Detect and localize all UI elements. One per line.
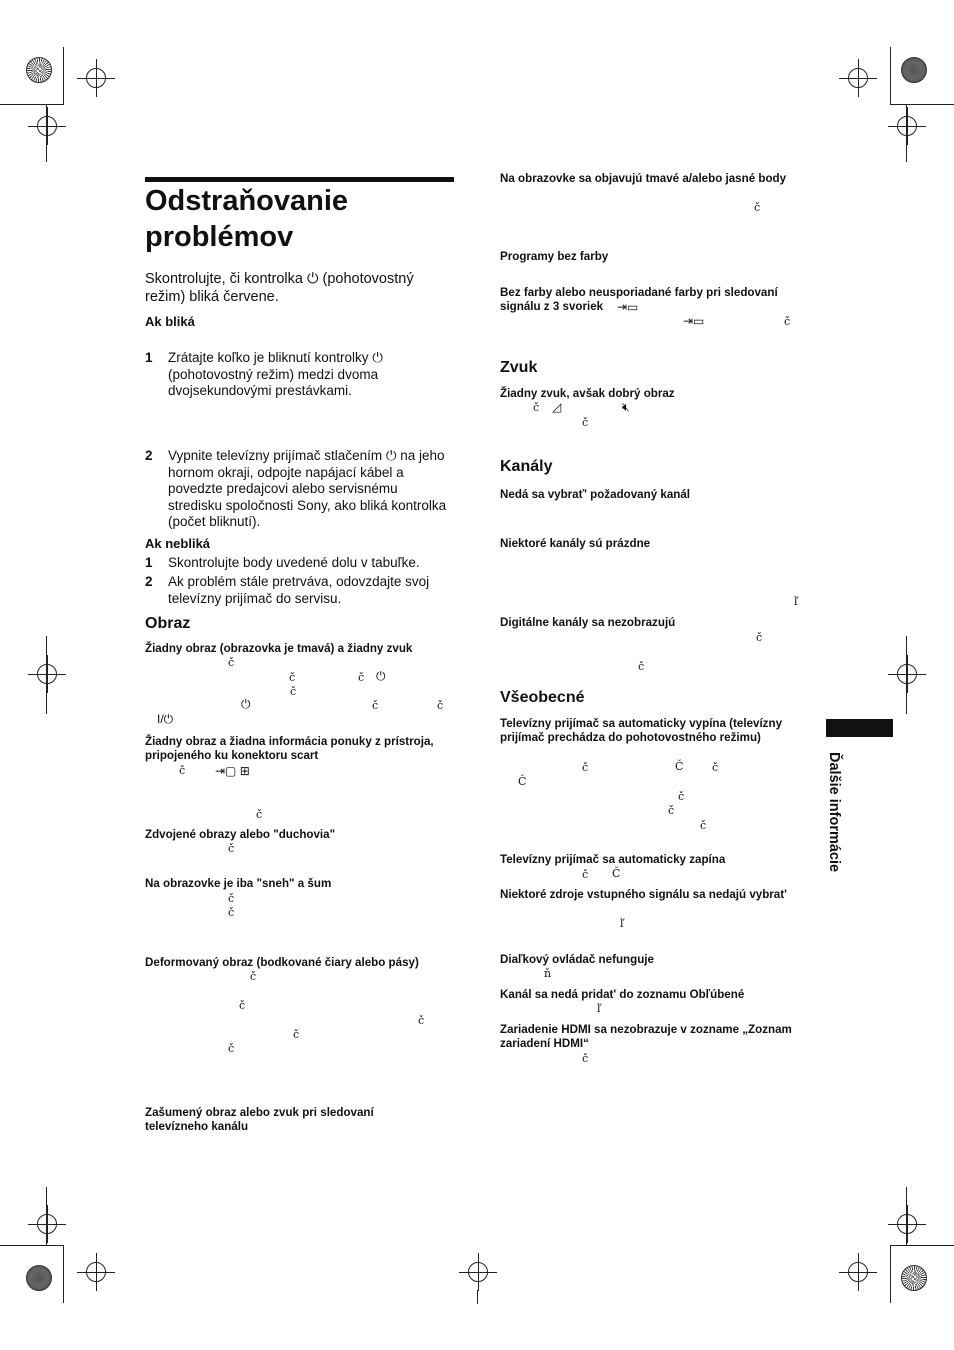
problem-item: Na obrazovke sa objavujú tmavé a/alebo jasné body [500,172,787,185]
problem-item: Televízny prijímač sa automaticky zapína [500,853,726,866]
problem-item: Žiadny zvuk, avšak dobrý obraz [500,387,675,400]
power-standby-icon: ⏻ [241,697,251,711]
step-text: Zrátajte koľko je bliknutí kontrolky ⏻ (pohotovostný režim) medzi dvoma dvojsekundovými prestávkami. [168,350,383,398]
problem-item: Na obrazovke je iba "sneh" a šum [145,877,332,890]
problem-item: Zariadenie HDMI sa nezobrazuje v zozname „Zoznam zariadení HDMI“ [500,1023,792,1050]
volume-icon: ◿ [552,400,562,414]
input-icon: ⇥▭ [617,300,639,314]
problem-item: Zdvojené obrazy alebo "duchovia" [145,828,336,841]
intro-text: Skontrolujte, či kontrolka ⏻ (pohotovostný režim) bliká červene. [145,271,414,305]
page-title: Odstraňovanie problémov [145,185,349,253]
problem-item: Nedá sa vybrať' požadovaný kanál [500,488,691,501]
problem-item: Kanál sa nedá pridat' do zoznamu Obľúbené [500,988,745,1001]
section-tab-marker [826,719,893,737]
problem-item: Niektoré zdroje vstupného signálu sa nedajú vybrat' [500,888,787,901]
problem-item: Bez farby alebo neusporiadané farby pri sledovaní signálu z 3 svoriek [500,286,778,313]
problem-item: Programy bez farby [500,250,609,263]
section-heading-zvuk: Zvuk [500,359,538,376]
input-icon: ⇥▭ [683,314,705,328]
section-heading-obraz: Obraz [145,615,191,632]
title-rule [145,177,454,182]
problem-item: Niektoré kanály sú prázdne [500,537,651,550]
step-number: 1 [145,555,153,570]
section-heading-kanaly: Kanály [500,458,553,475]
problem-item: Digitálne kanály sa nezobrazujú [500,616,676,629]
mute-icon: 🔇︎ [622,400,630,414]
step-number: 2 [145,574,153,589]
side-section-label-text: Ďalšie informácie [826,752,842,873]
problem-item: Diaľkový ovládač nefunguje [500,953,654,966]
color-wheel-icon [901,1265,927,1291]
side-section-label [822,752,852,912]
problem-item: Žiadny obraz (obrazovka je tmavá) a žiadny zvuk [145,642,413,655]
color-patch-icon [901,57,927,83]
step-number: 2 [145,448,153,463]
step-number: 1 [145,350,153,365]
subheading-ak-neblika: Ak nebliká [145,536,211,551]
power-standby-icon: ⏻ [376,669,386,683]
subheading-ak-blika: Ak bliká [145,314,195,329]
problem-item: Televízny prijímač sa automaticky vypína (televízny prijímač prechádza do pohotovostného režimu) [500,717,783,744]
color-wheel-icon [26,57,52,83]
problem-item: Žiadny obraz a žiadna informácia ponuky z prístroja, pripojeného ku konektoru scart [145,735,434,762]
power-standby-icon: I/⏻ [157,712,174,726]
step-text: Skontrolujte body uvedené dolu v tabuľke. [168,555,420,570]
problem-item: Deformovaný obraz (bodkované čiary alebo pásy) [145,956,419,969]
problem-item: Zašumený obraz alebo zvuk pri sledovaní televízneho kanálu [145,1106,374,1133]
step-text: Vypnite televízny prijímač stlačením ⏻ na jeho hornom okraji, odpojte napájací kábel a povedzte predajcovi alebo servisnému stredisku spoločnosti Sony, ako bliká kontrolka (počet bliknutí). [168,448,447,529]
section-heading-vseobecne: Všeobecné [500,689,585,706]
input-icon: ⇥▢ ⊞ [215,764,250,778]
step-text: Ak problém stále pretrváva, odovzdajte svoj televízny prijímač do servisu. [168,574,430,606]
color-patch-icon [26,1265,52,1291]
